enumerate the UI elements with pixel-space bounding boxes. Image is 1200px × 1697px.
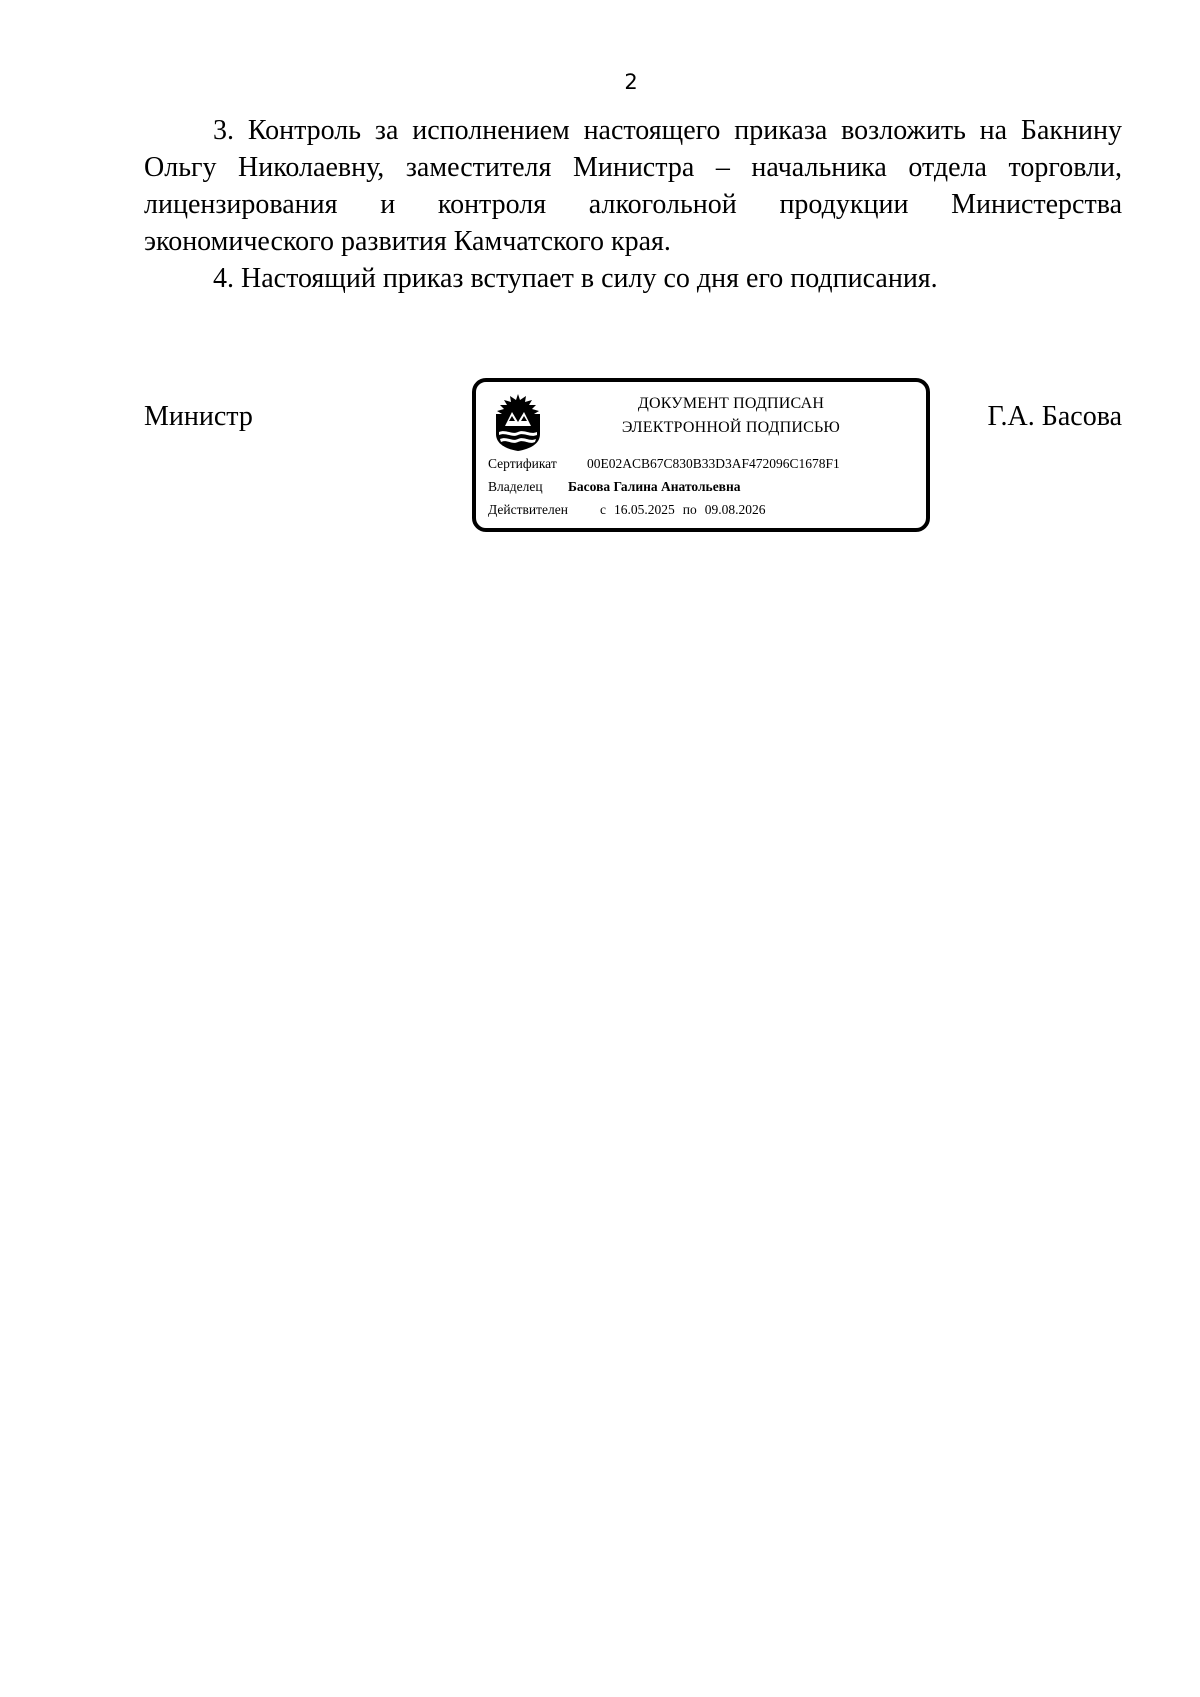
- stamp-validity-row: [488, 501, 765, 519]
- valid-from-prefix: с: [600, 502, 606, 517]
- paragraph-3: 3. Контроль за исполнением настоящего приказа возложить на Бакнину Ольгу Николаевну, заместителя Министра – начальника отдела торговли, лицензирования и контроля алкогольной продукции Министерства экономического развития Камчатского края.: [144, 115, 1122, 257]
- owner-value: Басова Галина Анатольевна: [568, 479, 741, 494]
- kamchatka-coat-of-arms-icon: [490, 392, 546, 452]
- stamp-title-line-1: ДОКУМЕНТ ПОДПИСАН: [637, 395, 825, 412]
- page-number: 2: [624, 70, 638, 94]
- valid-to-prefix: по: [682, 502, 697, 517]
- signature-block: [144, 380, 1122, 580]
- certificate-label: Сертификат: [488, 456, 557, 471]
- stamp-title: [546, 392, 916, 440]
- stamp-owner-row: [488, 478, 741, 496]
- valid-to-date: 09.08.2026: [704, 502, 766, 517]
- signer-role: Министр: [144, 401, 253, 432]
- document-body: [144, 112, 1122, 297]
- valid-from-date: 16.05.2025: [614, 502, 675, 517]
- electronic-signature-stamp: [472, 378, 930, 532]
- stamp-title-line-2: ЭЛЕКТРОННОЙ ПОДПИСЬЮ: [621, 419, 841, 436]
- signer-name: Г.А. Басова: [987, 401, 1122, 432]
- owner-label: Владелец: [488, 479, 543, 494]
- certificate-value: 00E02ACB67C830B33D3AF472096C1678F1: [587, 456, 840, 471]
- valid-label: Действителен: [488, 502, 568, 517]
- paragraph-4: 4. Настоящий приказ вступает в силу со дня его подписания.: [213, 263, 938, 294]
- stamp-certificate-row: [488, 455, 840, 473]
